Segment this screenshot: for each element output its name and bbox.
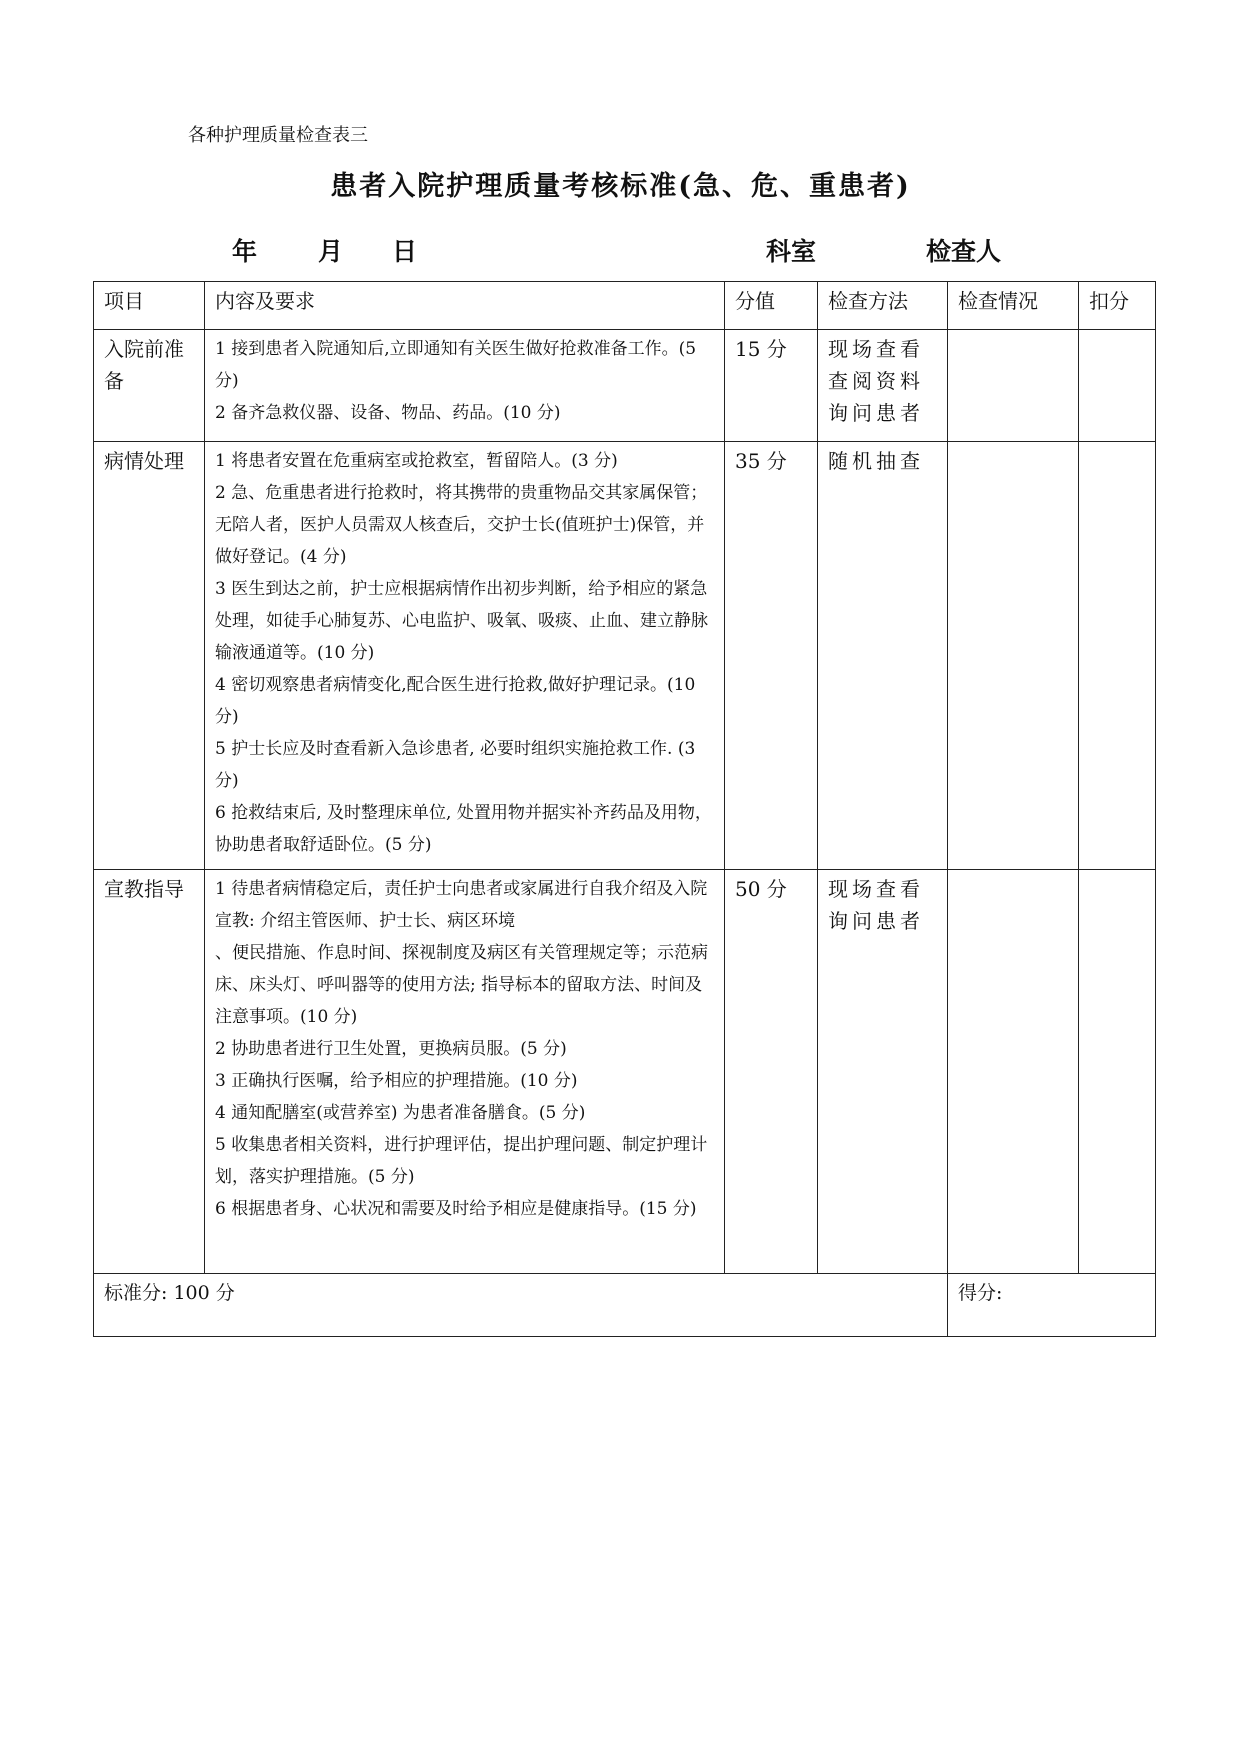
content-cell [205,442,725,870]
content-line: 2 协助患者进行卫生处置，更换病员服。(5 分) [215,1039,567,1059]
day-label: 日 [392,237,418,266]
score-cell: 50 分 [725,870,818,1274]
method-line: 查阅资料 [828,369,924,393]
column-header-item: 项目 [94,282,205,330]
content-line: 5 护士长应及时查看新入急诊患者, 必要时组织实施抢救工作. (3 分) [215,739,696,791]
content-line: 1 接到患者入院通知后,立即通知有关医生做好抢救准备工作。(5 分) [215,339,697,391]
table-row [94,442,1156,870]
content-line: 4 密切观察患者病情变化,配合医生进行抢救,做好护理记录。(10 分) [215,675,696,727]
deduction-cell [1079,330,1156,442]
method-line: 询问患者 [828,909,924,933]
content-cell [205,330,725,442]
page-title: 患者入院护理质量考核标准(急、危、重患者) [330,171,911,202]
content-line: 、便民措施、作息时间、探视制度及病区有关管理规定等；示范病床、床头灯、呼叫器等的使用方法; 指导标本的留取方法、时间及注意事项。(10 分) [215,943,708,1027]
result-cell [948,330,1079,442]
content-cell [205,870,725,1274]
content-line: 5 收集患者相关资料，进行护理评估，提出护理问题、制定护理计划，落实护理措施。(5 分) [215,1135,708,1187]
result-cell [948,870,1079,1274]
content-line: 3 正确执行医嘱，给予相应的护理措施。(10 分) [215,1071,578,1091]
content-line: 2 急、危重患者进行抢救时，将其携带的贵重物品交其家属保管；无陪人者，医护人员需双人核查后，交护士长(值班护士)保管，并做好登记。(4 分) [215,483,708,567]
inspector-label: 检查人 [926,237,1002,266]
content-line: 1 待患者病情稳定后，责任护士向患者或家属进行自我介绍及入院宣教: 介绍主管医师、护士长、病区环境 [215,879,708,931]
assessment-table [93,281,1156,1337]
standard-score-cell: 标准分: 100 分 [94,1274,948,1337]
column-header-method: 检查方法 [818,282,948,330]
deduction-cell [1079,870,1156,1274]
method-line: 现场查看 [828,337,924,361]
department-label: 科室 [766,237,817,266]
content-line: 1 将患者安置在危重病室或抢救室，暂留陪人。(3 分) [215,451,618,471]
column-header-score: 分值 [725,282,818,330]
column-header-content: 内容及要求 [205,282,725,330]
method-cell [818,442,948,870]
column-header-result: 检查情况 [948,282,1079,330]
year-label: 年 [232,237,258,266]
method-line: 随机抽查 [828,449,924,473]
month-label: 月 [318,237,344,266]
content-line: 6 根据患者身、心状况和需要及时给予相应是健康指导。(15 分) [215,1199,697,1219]
deduction-cell [1079,442,1156,870]
content-line: 4 通知配膳室(或营养室) 为患者准备膳食。(5 分) [215,1103,586,1123]
content-line: 2 备齐急救仪器、设备、物品、药品。(10 分) [215,403,561,423]
column-header-deduction: 扣分 [1079,282,1156,330]
method-line: 现场查看 [828,877,924,901]
table-row [94,330,1156,442]
series-title: 各种护理质量检查表三 [188,125,368,146]
table-footer-row [94,1274,1156,1337]
result-cell [948,442,1079,870]
table-row [94,870,1156,1274]
content-line: 6 抢救结束后, 及时整理床单位, 处置用物并据实补齐药品及用物，协助患者取舒适卧位。(5 分) [215,803,712,855]
item-cell: 宣教指导 [94,870,205,1274]
item-cell: 病情处理 [94,442,205,870]
content-line: 3 医生到达之前，护士应根据病情作出初步判断，给予相应的紧急处理，如徒手心肺复苏、心电监护、吸氧、吸痰、止血、建立静脉输液通道等。(10 分) [215,579,708,663]
item-cell: 入院前准备 [94,330,205,442]
table-header-row [94,282,1156,330]
score-cell: 15 分 [725,330,818,442]
method-cell [818,870,948,1274]
obtained-score-cell: 得分: [948,1274,1156,1337]
method-cell [818,330,948,442]
method-line: 询问患者 [828,401,924,425]
score-cell: 35 分 [725,442,818,870]
